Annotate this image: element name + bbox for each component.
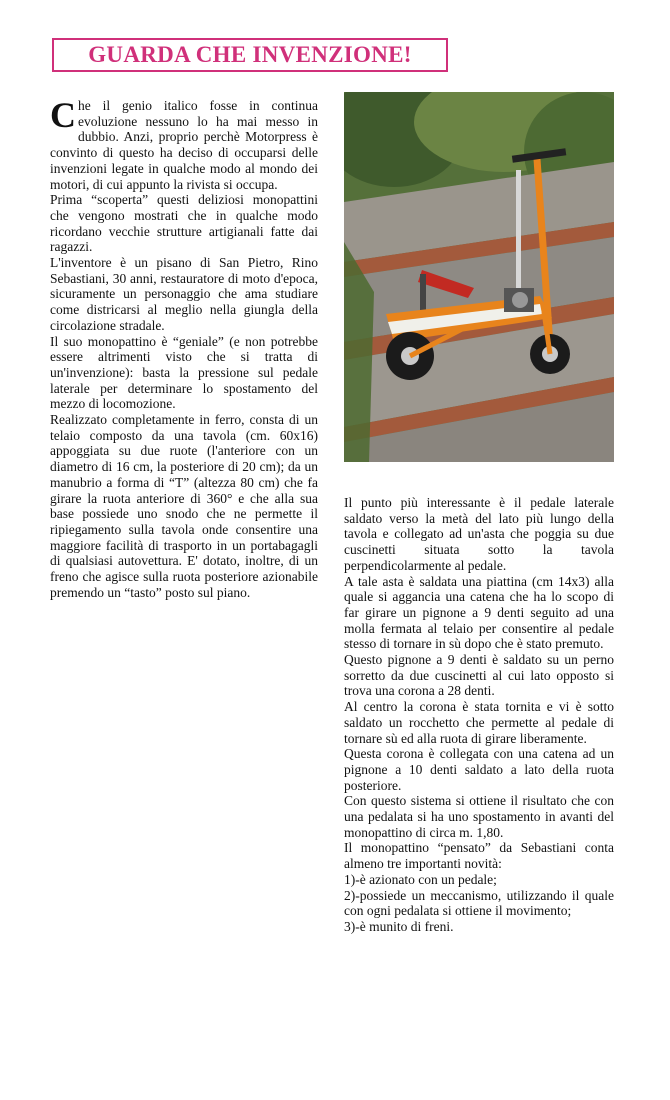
- headline: GUARDA CHE INVENZIONE!: [88, 42, 412, 67]
- paragraph-10: Questa corona è collegata con una catena ad un pignone a 10 denti saldato a lato della ruota posteriore.: [344, 746, 614, 793]
- right-column: [344, 495, 614, 935]
- drop-cap: C: [50, 95, 76, 135]
- list-item-1: 1)-è azionato con un pedale;: [344, 871, 497, 887]
- paragraph-8: Questo pignone a 9 denti è saldato su un perno sorretto da due cuscinetti al cui lato opposto si trova una corona a 28 denti.: [344, 652, 614, 699]
- paragraph-9: Al centro la corona è stata tornita e vi è sotto saldato un rocchetto che permette al pedale di tornare sù ed alla ruota di girare liberamente.: [344, 699, 614, 746]
- paragraph-11: Con questo sistema si ottiene il risultato che con una pedalata si ha uno spostamento in avanti del monopattino di circa m. 1,80.: [344, 793, 614, 840]
- paragraph-3: L'inventore è un pisano di San Pietro, Rino Sebastiani, 30 anni, restauratore di moto d'epoca, sicuramente un personaggio che ama studiare come districarsi al meglio nella giungla della circolazione stradale.: [50, 255, 318, 333]
- paragraph-1: Che il genio italico fosse in continua evoluzione nessuno lo ha mai messo in dubbio. Anzi, proprio perchè Motorpress è convinto di questo ha deciso di occuparsi delle invenzioni legate in qualche modo al mondo dei motori, di cui appunto la rivista si occupa.: [50, 95, 318, 192]
- paragraph-4: Il suo monopattino è “geniale” (e non potrebbe essere altrimenti visto che si tratta di un'invenzione): basta la pressione sul pedale laterale per determinare lo spostamento del mezzo di locomozione.: [50, 333, 318, 412]
- scooter-photo: [344, 92, 614, 462]
- left-column: [50, 95, 318, 601]
- list-item-2: 2)-possiede un meccanismo, utilizzando il quale con ogni pedalata si ottiene il movimento;: [344, 887, 614, 919]
- paragraph-6: Il punto più interessante è il pedale laterale saldato verso la metà del lato più lungo della tavola e collegato ad un'asta che poggia su due cuscinetti situata sotto la tavola perpendicolarmente al pedale.: [344, 495, 614, 573]
- paragraph-5: Realizzato completamente in ferro, consta di un telaio composto da una tavola (cm. 60x16) appoggiata su due ruote (l'anteriore con un diametro di 16 cm, la posteriore di 20 cm); da un manubrio a forma di “T” (altezza 80 cm) che fa girare la ruota anteriore di 360° e che alla sua base possiede uno snodo che ne permette il ripiegamento sulla tavola onde consentire una maggiore facilità di trasporto in un portabagagli di qualsiasi autovettura. E' dotato, inoltre, di un freno che agisce sulla ruota posteriore azionabile premendo un “tasto” posto sul piano.: [50, 412, 318, 600]
- paragraph-7: A tale asta è saldata una piattina (cm 14x3) alla quale si aggancia una catena che ha lo scopo di far girare un pignone a 9 denti seguito ad una molla fermata al telaio per consentire al pedale stesso di tornare in sù dopo che è stato premuto.: [344, 573, 614, 652]
- list-item-3: 3)-è munito di freni.: [344, 918, 454, 934]
- paragraph-12: Il monopattino “pensato” da Sebastiani conta almeno tre importanti novità:: [344, 840, 614, 872]
- headline-box: [52, 38, 448, 72]
- paragraph-2: Prima “scoperta” questi deliziosi monopattini che vengono mostrati che in qualche modo ricordano vecchie strutture artigianali fatte dai ragazzi.: [50, 192, 318, 255]
